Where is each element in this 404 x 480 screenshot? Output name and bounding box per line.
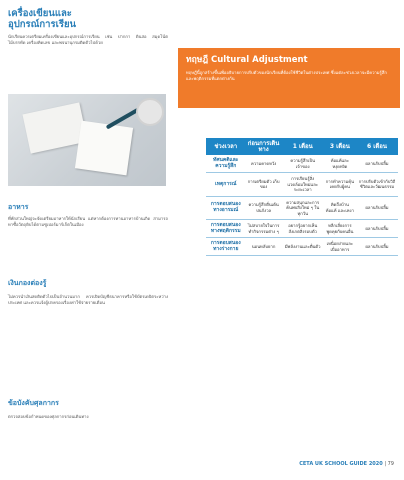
table-cell: ความคาดหวัง: [246, 155, 282, 173]
table-cell: ความรู้สึกเป็นเจ้าของ: [282, 155, 324, 173]
footer-separator: |: [384, 461, 387, 467]
page-title-line1: เครื่องเขียนและ: [8, 8, 72, 19]
row-label: ทัศนคติและความรู้สึก: [206, 155, 246, 173]
table-row: [206, 173, 398, 197]
table-cell: เหนื่อยง่ายและเบื่ออาหาร: [324, 238, 356, 256]
page-title-line2: อุปกรณ์การเรียน: [8, 19, 77, 30]
table-cell: มีพลังงานและตื่นตัว: [282, 238, 324, 256]
table-row: [206, 196, 398, 220]
row-label: การตอบสนองทางอารมณ์: [206, 196, 246, 220]
footer-brand: CETA UK SCHOOL GUIDE 2020: [299, 461, 383, 467]
table-cell: ผลานรับปลื้ม: [356, 220, 398, 238]
adjustment-table: [206, 138, 398, 256]
table-cell: การเรียนรู้สิ่งแวดล้อมใหม่และระยะเวลา: [282, 173, 324, 197]
table-cell: การปรับตัวเข้ากับวิถีชีวิตและวัฒนธรรม: [356, 173, 398, 197]
row-label: เหตุการณ์: [206, 173, 246, 197]
food-heading: อาหาร: [8, 203, 29, 211]
header-3-months: 3 เดือน: [324, 138, 356, 155]
culture-text: ทฤษฎีนี้ถูกสร้างขึ้นเพื่ออธิบายการปรับตัวของนักเรียนที่ต้องใช้ชีวิตในต่างประเทศ ซึ่งแต่ละช่วงเวลาจะมีความรู้สึกและพฤติกรรมที่แตกต่างกัน: [186, 70, 387, 81]
header-before: ก่อนการเดินทาง: [246, 138, 282, 155]
row-label: การตอบสนองทางร่างกาย: [206, 238, 246, 256]
page-number: 79: [387, 461, 394, 467]
table-cell: ความสนุกและการค้นพบสิ่งใหม่ ๆ ในทุกวัน: [282, 196, 324, 220]
money-text: ไม่ควรนำเงินสดติดตัวไปเป็นจำนวนมาก ควรเปิดบัญชีธนาคารหรือใช้บัตรเดบิตระหว่างประเทศ และควรแจ้งผู้ปกครองเรื่องค่าใช้จ่ายรายเดือน: [8, 294, 168, 305]
table-cell: การเตรียมตัว เก็บของ: [246, 173, 282, 197]
table-cell: อยากรู้อยากเห็น สังเกตสิ่งรอบตัว: [282, 220, 324, 238]
table-row: [206, 238, 398, 256]
table-cell: ไม่สบายใจในการทำกิจกรรมต่าง ๆ: [246, 220, 282, 238]
left-column: [8, 8, 168, 46]
table-cell: ผลานรับปลื้ม: [356, 238, 398, 256]
table-header-row: [206, 138, 398, 155]
table-row: [206, 155, 398, 173]
stationery-photo: [8, 94, 166, 186]
header-period: ช่วงเวลา: [206, 138, 246, 155]
row-label: การตอบสนองทางพฤติกรรม: [206, 220, 246, 238]
table-cell: ผลานรับปลื้ม: [356, 196, 398, 220]
intro-paragraph: นักเรียนควรเตรียมเครื่องเขียนและอุปกรณ์การเรียน เช่น ปากกา ดินสอ สมุดโน้ต ไม้บรรทัด เครื่องคิดเลข และพจนานุกรมติดตัวไปด้วย: [8, 34, 168, 45]
table-cell: ท้อแท้และหงุดหงิด: [324, 155, 356, 173]
page-footer: [299, 461, 394, 467]
table-cell: ผลานรับปลื้ม: [356, 155, 398, 173]
header-1-month: 1 เดือน: [282, 138, 324, 155]
customs-heading: ข้อบังคับศุลกากร: [8, 399, 59, 407]
notebook-shape-2: [75, 121, 133, 176]
table-row: [206, 220, 398, 238]
food-text: ที่พักส่วนใหญ่จะจัดเตรียมอาหารให้นักเรียน แต่หากต้องการทานอาหารบ้านเกิด สามารถหาซื้อวัตถุดิบได้ตามซูเปอร์มาร์เก็ตในเมือง: [8, 216, 168, 227]
culture-title: ทฤษฎี Cultural Adjustment: [186, 55, 308, 65]
cup-shape: [136, 98, 164, 126]
table-cell: คิดถึงบ้าน ท้อแท้ และเหงา: [324, 196, 356, 220]
table-cell: นอนหลับยาก: [246, 238, 282, 256]
header-6-months: 6 เดือน: [356, 138, 398, 155]
table-cell: ความรู้สึกตื่นเต้นปนกังวล: [246, 196, 282, 220]
table-cell: หลีกเลี่ยงการพูดคุยกับคนอื่น: [324, 220, 356, 238]
customs-text: ตรวจสอบข้อกำหนดของศุลกากรก่อนเดินทาง: [8, 414, 89, 419]
table-cell: การทำความคุ้นเคยกับผู้คน: [324, 173, 356, 197]
money-heading: เงินกองต่องรู้: [8, 279, 47, 287]
